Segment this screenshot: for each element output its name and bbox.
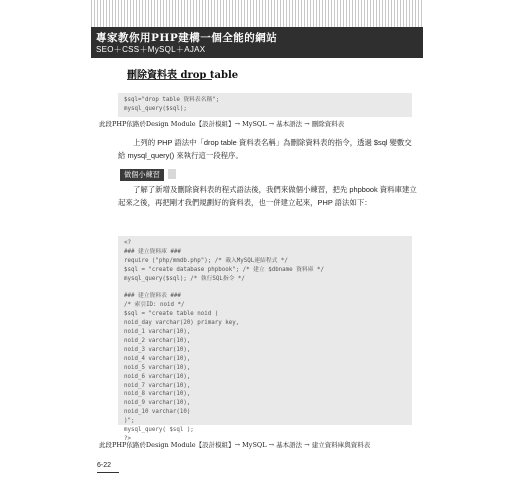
book-subtitle: SEO＋CSS＋MySQL＋AJAX [96,45,206,54]
page-number-underline [97,472,119,473]
section-title-underline [127,79,212,80]
section-title: 刪除資料表 drop table [127,70,239,81]
code-block-create-database: <? ### 建立資料庫 ### require ("php/mmdb.php"); /* 載入MySQL連結程式 */ $sql = "create database phpbook"; /* 建立 $dbname 資料庫 */ mysql_query($sql); /* 執行SQL指令 */ ### 建立資料表 ### /* 索引ID: noid */ $sql = "create table noid ( noid_day varchar(20) primary key, noid_1 varchar(10), noid_2 varchar(10), noid_3 varchar(10), noid_4 varchar(10), noid_5 varchar(10), noid_6 varchar(10), noid_7 varchar(10), noid_8 varchar(10), noid_9 varchar(10), noid_10 varchar(10) )"; mysql_query( $sql ); ?> [118,236,412,425]
header-stripe-decoration [91,0,423,27]
practice-badge: 做個小練習 [120,169,164,181]
module-path-caption-2: 此段PHP依路於Design Module【設計模組】→ MySQL → 基本語法 → 建立資料庫與資料表 [99,441,371,449]
practice-paragraph: 了解了新增及刪除資料表的程式語法後，我們來做個小練習，把先 phpbook 資料庫建立起來之後，再把剛才我們規劃好的資料表，也一併建立起來，PHP 語法如下： [118,185,417,207]
badge-tail-decoration [168,169,176,179]
code-block-drop-table: $sql="drop table 資料表名稱"; mysql_query($sql); [118,93,412,117]
book-title: 專家教你用PHP建構一個全能的網站 [96,32,278,44]
explanation-paragraph: 上列的 PHP 語法中「drop table 資料表名稱」為刪除資料表的指令，透過 $sql 變數交給 mysql_query() 來執行這一段程序。 [118,138,412,160]
module-path-caption: 此段PHP依路於Design Module【設計模組】→ MySQL → 基本語法 → 刪除資料表 [99,120,345,128]
page-number: 6-22 [97,462,112,469]
